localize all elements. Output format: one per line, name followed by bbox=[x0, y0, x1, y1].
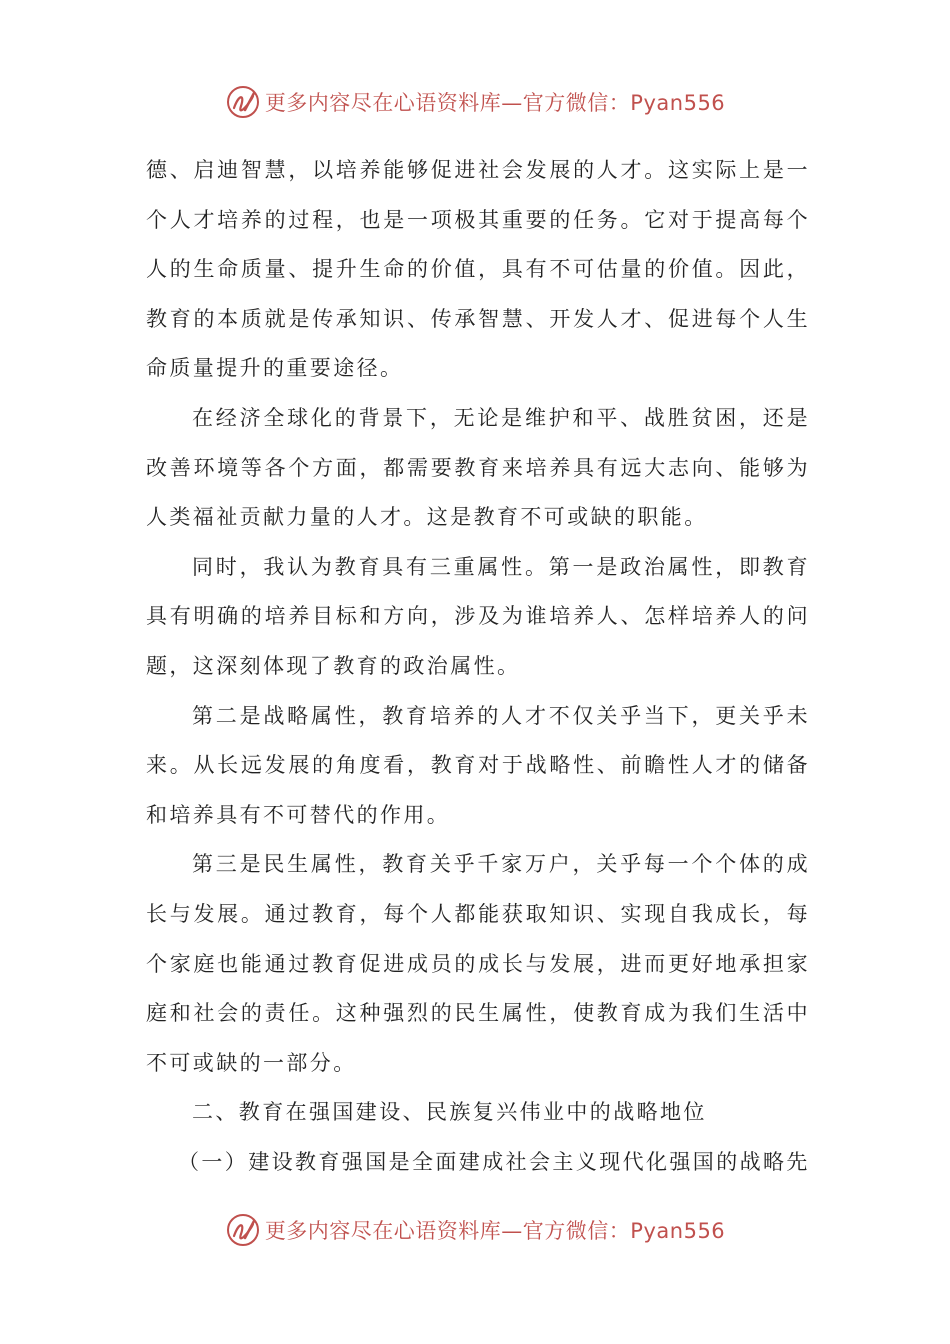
paragraph-strategic-attribute: 第二是战略属性，教育培养的人才不仅关乎当下，更关乎未来。从长远发展的角度看，教育对于战略性、前瞻性人才的储备和培养具有不可替代的作用。 bbox=[146, 703, 810, 827]
watermark-text: 更多内容尽在心语资料库—官方微信：Pyan556 bbox=[264, 1219, 726, 1243]
footer-watermark bbox=[0, 1212, 950, 1248]
pen-signature-icon bbox=[225, 84, 261, 120]
paragraph-livelihood-attribute: 第三是民生属性，教育关乎千家万户，关乎每一个个体的成长与发展。通过教育，每个人都能获取知识、实现自我成长，每个家庭也能通过教育促进成员的成长与发展，进而更好地承担家庭和社会的责任。这种强烈的民生属性，使教育成为我们生活中不可或缺的一部分。 bbox=[146, 852, 810, 1075]
document-body bbox=[146, 146, 810, 1187]
paragraph-globalization: 在经济全球化的背景下，无论是维护和平、战胜贫困，还是改善环境等各个方面，都需要教育来培养具有远大志向、能够为人类福祉贡献力量的人才。这是教育不可或缺的职能。 bbox=[146, 405, 810, 530]
pen-signature-icon bbox=[225, 1212, 261, 1248]
header-watermark bbox=[0, 84, 950, 120]
paragraph-continued: 德、启迪智慧，以培养能够促进社会发展的人才。这实际上是一个人才培养的过程，也是一项极其重要的任务。它对于提高每个人的生命质量、提升生命的价值，具有不可估量的价值。因此，教育的本质就是传承知识、传承智慧、开发人才、促进每个人生命质量提升的重要途径。 bbox=[146, 158, 810, 381]
watermark-text: 更多内容尽在心语资料库—官方微信：Pyan556 bbox=[264, 91, 726, 115]
subsection-heading: （一）建设教育强国是全面建成社会主义现代化强国的战略先 bbox=[178, 1149, 810, 1174]
section-heading: 二、教育在强国建设、民族复兴伟业中的战略地位 bbox=[192, 1100, 707, 1125]
paragraph-three-attributes: 同时，我认为教育具有三重属性。第一是政治属性，即教育具有明确的培养目标和方向，涉及为谁培养人、怎样培养人的问题，这深刻体现了教育的政治属性。 bbox=[146, 554, 810, 678]
